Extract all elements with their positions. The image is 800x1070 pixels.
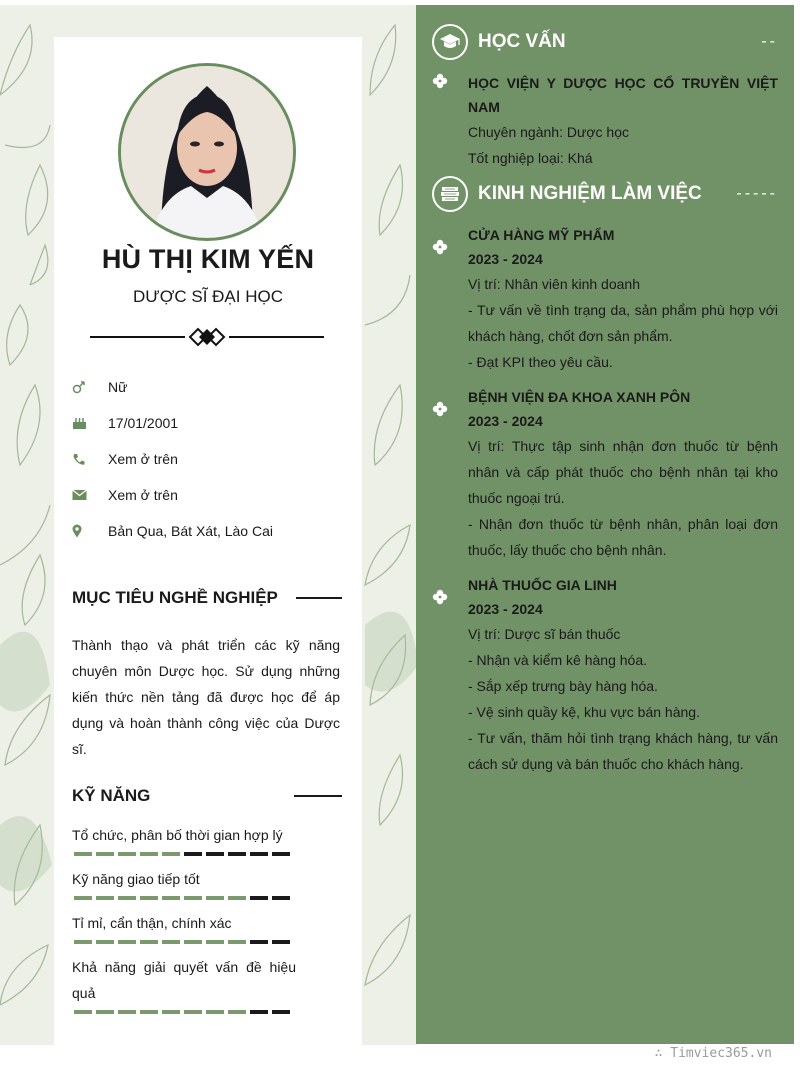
- flower-bullet-icon: [432, 573, 468, 777]
- skill-segment: [162, 1010, 180, 1014]
- heading-rule: [294, 795, 342, 797]
- avatar: [118, 63, 296, 241]
- skill-segment: [184, 940, 202, 944]
- personal-info: [72, 369, 352, 549]
- experience-line: - Đạt KPI theo yêu cầu.: [468, 354, 613, 370]
- info-gender: [72, 369, 352, 405]
- experience-line: Vị trí: Thực tập sinh nhận đơn thuốc từ bệnh nhân và cấp phát thuốc cho bệnh nhân tại kho thuốc ngoại trú.: [468, 438, 778, 506]
- info-gender-value: Nữ: [108, 379, 128, 395]
- skill-segment: [140, 852, 158, 856]
- skills-heading-text: KỸ NĂNG: [72, 786, 151, 805]
- experience-company: CỬA HÀNG MỸ PHẨM: [468, 227, 615, 243]
- skill-segment: [184, 896, 202, 900]
- info-email-value: Xem ở trên: [108, 487, 178, 503]
- skill-segment: [162, 852, 180, 856]
- phone-icon: [72, 453, 108, 466]
- education-line: Tốt nghiệp loại: Khá: [468, 150, 593, 166]
- skill-level-bar: [72, 896, 296, 900]
- experience-line: Vị trí: Dược sĩ bán thuốc: [468, 626, 621, 642]
- experience-company: NHÀ THUỐC GIA LINH: [468, 577, 617, 593]
- skill-segment: [118, 896, 136, 900]
- skill-level-bar: [72, 940, 296, 944]
- skill-level-bar: [72, 852, 296, 856]
- flower-bullet-icon: [432, 223, 468, 375]
- skill-segment: [118, 940, 136, 944]
- objective-heading: [72, 588, 342, 608]
- site-watermark: ∴ Timviec365.vn: [654, 1046, 772, 1061]
- birthday-cake-icon: [72, 416, 108, 430]
- info-address: [72, 513, 352, 549]
- envelope-icon: [72, 489, 108, 501]
- skill-segment: [184, 1010, 202, 1014]
- heading-rule: [296, 597, 342, 599]
- graduation-cap-icon: [432, 24, 468, 60]
- skill-segment: [228, 896, 246, 900]
- skill-segment: [228, 852, 246, 856]
- education-school: HỌC VIỆN Y DƯỢC HỌC CỔ TRUYỀN VIỆT NAM: [468, 75, 778, 115]
- skill-name: Tổ chức, phân bố thời gian hợp lý: [72, 827, 283, 843]
- ornament-divider: [90, 327, 324, 347]
- education-heading-text: HỌC VẤN: [478, 31, 566, 52]
- education-entry: [432, 71, 778, 171]
- location-pin-icon: [72, 524, 108, 538]
- heading-dash: --: [761, 33, 778, 50]
- skill-segment: [96, 1010, 114, 1014]
- skill-segment: [74, 852, 92, 856]
- info-birthday: [72, 405, 352, 441]
- info-phone: [72, 441, 352, 477]
- experience-entry: [432, 573, 778, 777]
- experience-heading-text: KINH NGHIỆM LÀM VIỆC: [478, 183, 702, 204]
- experience-period: 2023 - 2024: [468, 413, 543, 429]
- skill-name: Kỹ năng giao tiếp tốt: [72, 871, 200, 887]
- objective-text: Thành thạo và phát triển các kỹ năng chuyên môn Dược học. Sử dụng những kiến thức nền tảng đã được học để áp dụng và hoàn thành công việc của Dược sĩ.: [72, 637, 340, 757]
- objective-heading-text: MỤC TIÊU NGHỀ NGHIỆP: [72, 588, 278, 607]
- experience-line: - Sắp xếp trưng bày hàng hóa.: [468, 678, 658, 694]
- books-icon: [432, 176, 468, 212]
- skill-segment: [74, 896, 92, 900]
- skill-segment: [184, 852, 202, 856]
- skill-segment: [118, 852, 136, 856]
- info-address-value: Bản Qua, Bát Xát, Lào Cai: [108, 523, 273, 539]
- skill-level-bar: [72, 1010, 296, 1014]
- skill-segment: [228, 1010, 246, 1014]
- skill-name: Khả năng giải quyết vấn đề hiệu quả: [72, 959, 296, 1001]
- skill-segment: [272, 852, 290, 856]
- skill-segment: [206, 940, 224, 944]
- education-line: Chuyên ngành: Dược học: [468, 124, 629, 140]
- flower-bullet-icon: [432, 71, 468, 171]
- experience-period: 2023 - 2024: [468, 601, 543, 617]
- info-phone-value: Xem ở trên: [108, 451, 178, 467]
- info-email: [72, 477, 352, 513]
- skill-segment: [118, 1010, 136, 1014]
- skill-segment: [96, 940, 114, 944]
- skill-item: [72, 822, 296, 856]
- experience-line: - Nhận và kiểm kê hàng hóa.: [468, 652, 647, 668]
- skill-segment: [250, 1010, 268, 1014]
- skill-segment: [206, 1010, 224, 1014]
- skill-segment: [96, 896, 114, 900]
- experience-line: - Tư vấn về tình trạng da, sản phẩm phù hợp với khách hàng, chốt đơn sản phẩm.: [468, 302, 778, 344]
- skill-segment: [162, 896, 180, 900]
- candidate-name: HÙ THỊ KIM YẾN: [101, 244, 315, 274]
- candidate-title: DƯỢC SĨ ĐẠI HỌC: [133, 287, 283, 306]
- experience-heading: [432, 176, 778, 212]
- skill-segment: [272, 896, 290, 900]
- skill-segment: [272, 940, 290, 944]
- flower-bullet-icon: [432, 385, 468, 563]
- skill-segment: [206, 896, 224, 900]
- skill-segment: [96, 852, 114, 856]
- skill-segment: [162, 940, 180, 944]
- skill-segment: [140, 940, 158, 944]
- gender-icon: [72, 380, 108, 394]
- info-birthday-value: 17/01/2001: [108, 415, 179, 431]
- skill-name: Tỉ mỉ, cẩn thận, chính xác: [72, 915, 232, 931]
- skill-item: [72, 954, 296, 1014]
- skill-segment: [272, 1010, 290, 1014]
- skill-segment: [74, 940, 92, 944]
- skill-item: [72, 910, 296, 944]
- skill-segment: [74, 1010, 92, 1014]
- experience-line: - Tư vấn, thăm hỏi tình trạng khách hàng, tư vấn cách sử dụng và bán thuốc cho khách hàng.: [468, 730, 778, 772]
- skill-segment: [250, 852, 268, 856]
- experience-line: - Vệ sinh quầy kệ, khu vực bán hàng.: [468, 704, 700, 720]
- experience-line: Vị trí: Nhân viên kinh doanh: [468, 276, 640, 292]
- experience-entry: [432, 385, 778, 563]
- skill-segment: [250, 940, 268, 944]
- skill-item: [72, 866, 296, 900]
- skill-segment: [250, 896, 268, 900]
- experience-line: - Nhận đơn thuốc từ bệnh nhân, phân loại đơn thuốc, lấy thuốc cho bệnh nhân.: [468, 516, 778, 558]
- skill-segment: [140, 896, 158, 900]
- skill-segment: [140, 1010, 158, 1014]
- education-heading: [432, 24, 778, 60]
- skills-heading: [72, 786, 342, 806]
- skill-segment: [228, 940, 246, 944]
- portrait-illustration: [121, 66, 293, 238]
- experience-company: BỆNH VIỆN ĐA KHOA XANH PÔN: [468, 389, 691, 405]
- heading-dash: -----: [736, 185, 778, 202]
- skill-segment: [206, 852, 224, 856]
- skills-list: [72, 822, 296, 1024]
- experience-period: 2023 - 2024: [468, 251, 543, 267]
- experience-entry: [432, 223, 778, 375]
